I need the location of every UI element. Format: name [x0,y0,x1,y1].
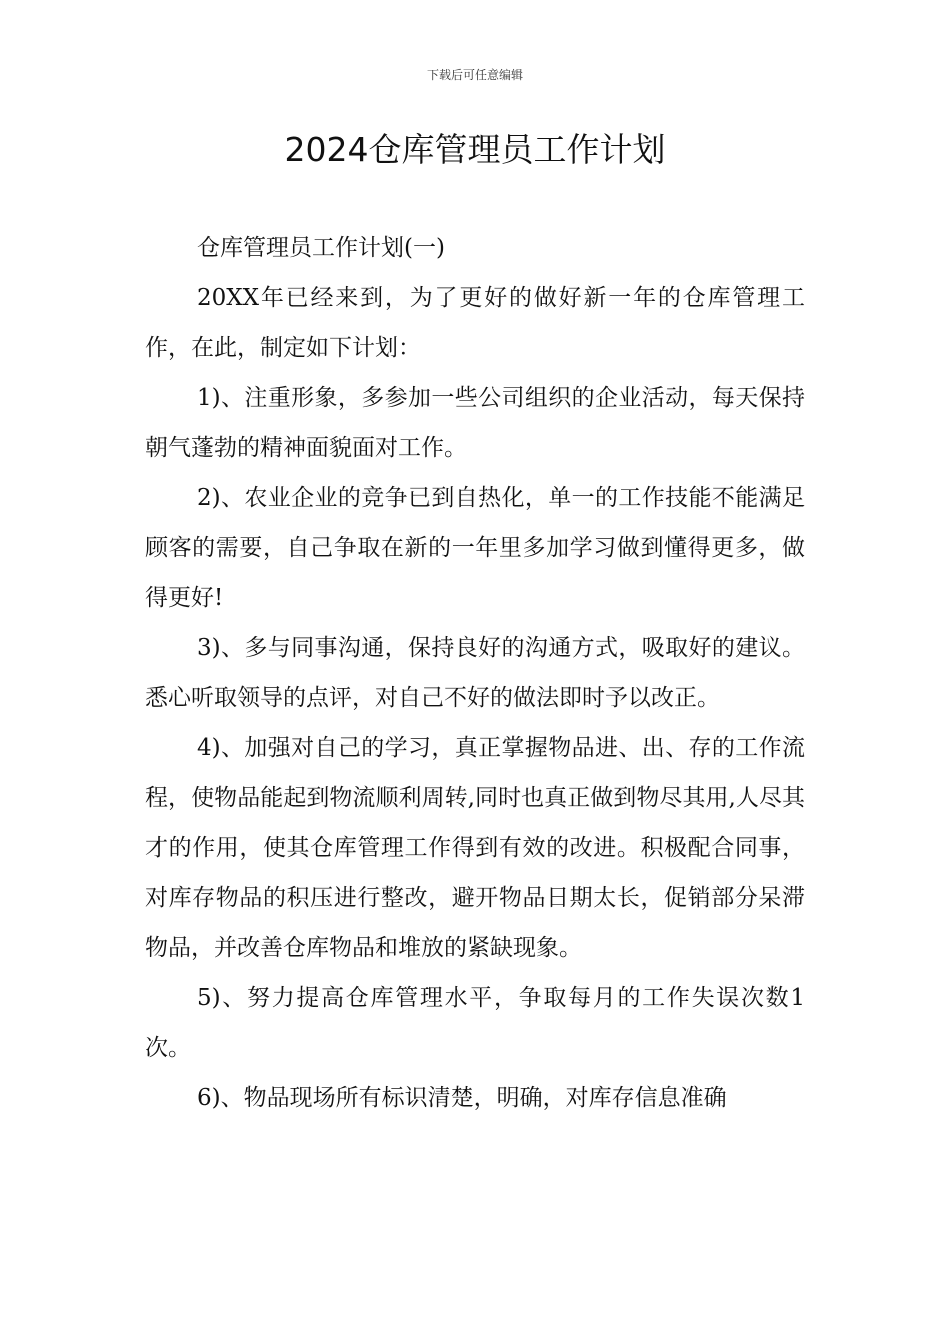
paragraph-item-3: 3)、多与同事沟通，保持良好的沟通方式，吸取好的建议。悉心听取领导的点评，对自己不好的做法即时予以改正。 [145,635,805,711]
paragraph-item-5: 5)、努力提高仓库管理水平，争取每月的工作失误次数1次。 [145,985,805,1061]
paragraph-item-2: 2)、农业企业的竞争已到自热化，单一的工作技能不能满足顾客的需要，自己争取在新的一年里多加学习做到懂得更多，做得更好! [145,485,805,611]
document-title: 2024仓库管理员工作计划 [284,130,666,169]
document-body [145,223,805,1123]
paragraph-intro: 20XX年已经来到，为了更好的做好新一年的仓库管理工作，在此，制定如下计划： [145,285,805,361]
paragraph-item-4: 4)、加强对自己的学习，真正掌握物品进、出、存的工作流程，使物品能起到物流顺利周转,同时也真正做到物尽其用,人尽其才的作用，使其仓库管理工作得到有效的改进。积极配合同事，对库存物品的积压进行整改，避开物品日期太长，促销部分呆滞物品，并改善仓库物品和堆放的紧缺现象。 [145,735,805,961]
header-note: 下载后可任意编辑 [426,68,523,82]
paragraph-item-1: 1)、注重形象，多参加一些公司组织的企业活动，每天保持朝气蓬勃的精神面貌面对工作。 [145,385,805,461]
paragraph-item-6: 6)、物品现场所有标识清楚，明确，对库存信息准确 [197,1085,727,1111]
section-heading: 仓库管理员工作计划(一) [197,235,445,261]
